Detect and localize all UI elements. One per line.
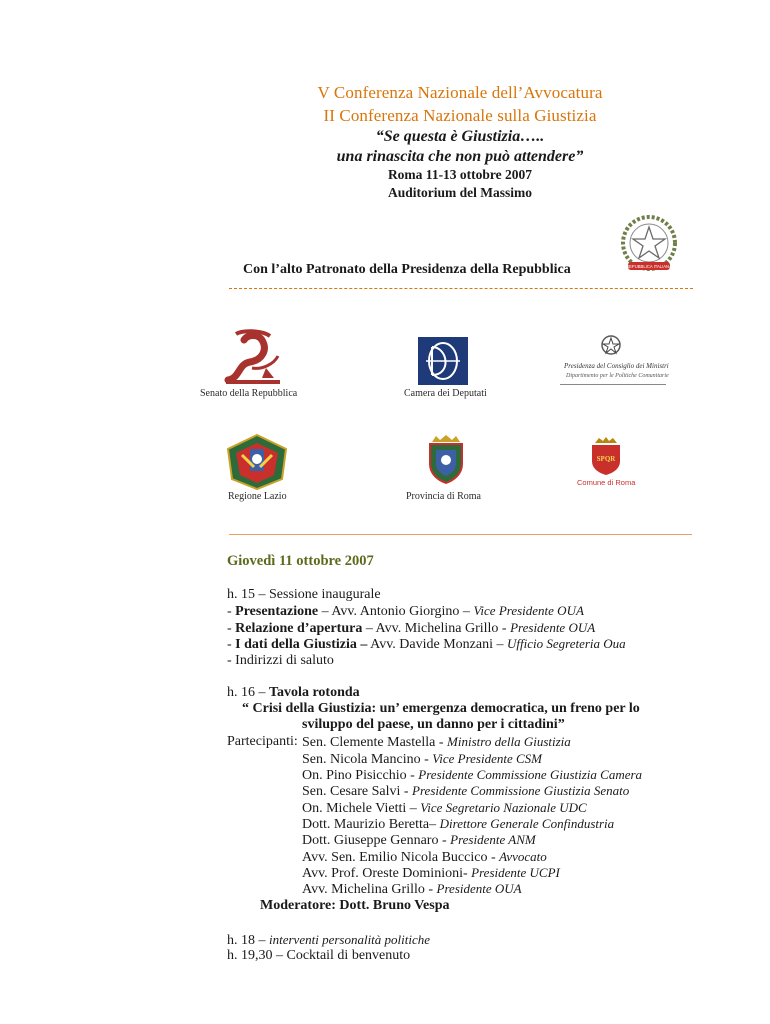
conference-title-1: V Conferenza Nazionale dell’Avvocatura bbox=[317, 83, 603, 102]
presidenza-rule bbox=[560, 384, 666, 385]
conference-title-2: II Conferenza Nazionale sulla Giustizia bbox=[323, 106, 597, 125]
round-table-theme-line-1: “ Crisi della Giustizia: un’ emergenza democratica, un freno per lo bbox=[242, 701, 640, 716]
program-item: - Indirizzi di saluto bbox=[227, 653, 334, 668]
comune-roma-logo-icon bbox=[589, 437, 623, 475]
session-inaugurale-time: h. 15 – Sessione inaugurale bbox=[227, 587, 381, 602]
motto-line-2: una rinascita che non può attendere” bbox=[336, 148, 584, 165]
day-heading: Giovedì 11 ottobre 2007 bbox=[227, 553, 374, 569]
divider bbox=[229, 288, 693, 289]
participant: Avv. Sen. Emilio Nicola Buccico - Avvocato bbox=[302, 849, 547, 865]
republic-emblem-icon bbox=[614, 213, 684, 277]
senato-logo-icon bbox=[222, 328, 284, 386]
divider bbox=[229, 534, 692, 535]
program-item: - I dati della Giustizia – Avv. Davide Monzani – Ufficio Segreteria Oua bbox=[227, 636, 626, 652]
participant: Avv. Prof. Oreste Dominioni- Presidente UCPI bbox=[302, 865, 560, 881]
comune-caption: Comune di Roma bbox=[577, 478, 636, 487]
presidenza-line-2: Dipartimento per le Politiche Comunitarie bbox=[566, 373, 669, 379]
provincia-caption: Provincia di Roma bbox=[406, 491, 481, 502]
round-table-theme-line-2: sviluppo del paese, un danno per i cittadini” bbox=[302, 717, 565, 732]
venue: Auditorium del Massimo bbox=[387, 185, 532, 200]
dateline: Roma 11-13 ottobre 2007 bbox=[387, 167, 533, 182]
camera-logo-icon bbox=[418, 337, 468, 385]
participant: Sen. Cesare Salvi - Presidente Commissione Giustizia Senato bbox=[302, 783, 630, 799]
camera-caption: Camera dei Deputati bbox=[404, 388, 487, 399]
participant: Avv. Michelina Grillo - Presidente OUA bbox=[302, 881, 522, 897]
participants-label: Partecipanti: bbox=[227, 734, 298, 749]
emblem-text: REPUBBLICA ITALIANA bbox=[626, 264, 672, 269]
lazio-caption: Regione Lazio bbox=[228, 491, 287, 502]
participant: Dott. Giuseppe Gennaro - Presidente ANM bbox=[302, 832, 536, 848]
participant: On. Pino Pisicchio - Presidente Commissione Giustizia Camera bbox=[302, 767, 643, 783]
motto-line-1: “Se questa è Giustizia….. bbox=[375, 128, 545, 145]
presidenza-line-1: Presidenza del Consiglio dei Ministri bbox=[564, 362, 669, 370]
participant: Dott. Maurizio Beretta– Direttore Generale Confindustria bbox=[302, 816, 615, 832]
patronage-line: Con l’alto Patronato della Presidenza della Repubblica bbox=[243, 262, 571, 277]
svg-text:SPQR: SPQR bbox=[596, 455, 616, 463]
welcome-cocktail: h. 19,30 – Cocktail di benvenuto bbox=[227, 948, 411, 963]
participant: Sen. Clemente Mastella - Ministro della Giustizia bbox=[302, 734, 571, 750]
moderator: Moderatore: Dott. Bruno Vespa bbox=[260, 898, 450, 913]
program-item: - Presentazione – Avv. Antonio Giorgino – Vice Presidente OUA bbox=[227, 603, 584, 619]
participant: Sen. Nicola Mancino - Vice Presidente CSM bbox=[302, 751, 542, 767]
senato-caption: Senato della Repubblica bbox=[200, 388, 298, 399]
participant: On. Michele Vietti – Vice Segretario Nazionale UDC bbox=[302, 800, 587, 816]
provincia-roma-logo-icon bbox=[426, 434, 466, 484]
program-item: - Relazione d’apertura – Avv. Michelina Grillo - Presidente OUA bbox=[227, 620, 596, 636]
regione-lazio-logo-icon bbox=[224, 433, 290, 491]
tavola-rotonda-time: h. 16 – Tavola rotonda bbox=[227, 685, 360, 700]
political-speeches: h. 18 – interventi personalità politiche bbox=[227, 932, 431, 948]
presidenza-consiglio-emblem-icon bbox=[600, 334, 622, 358]
